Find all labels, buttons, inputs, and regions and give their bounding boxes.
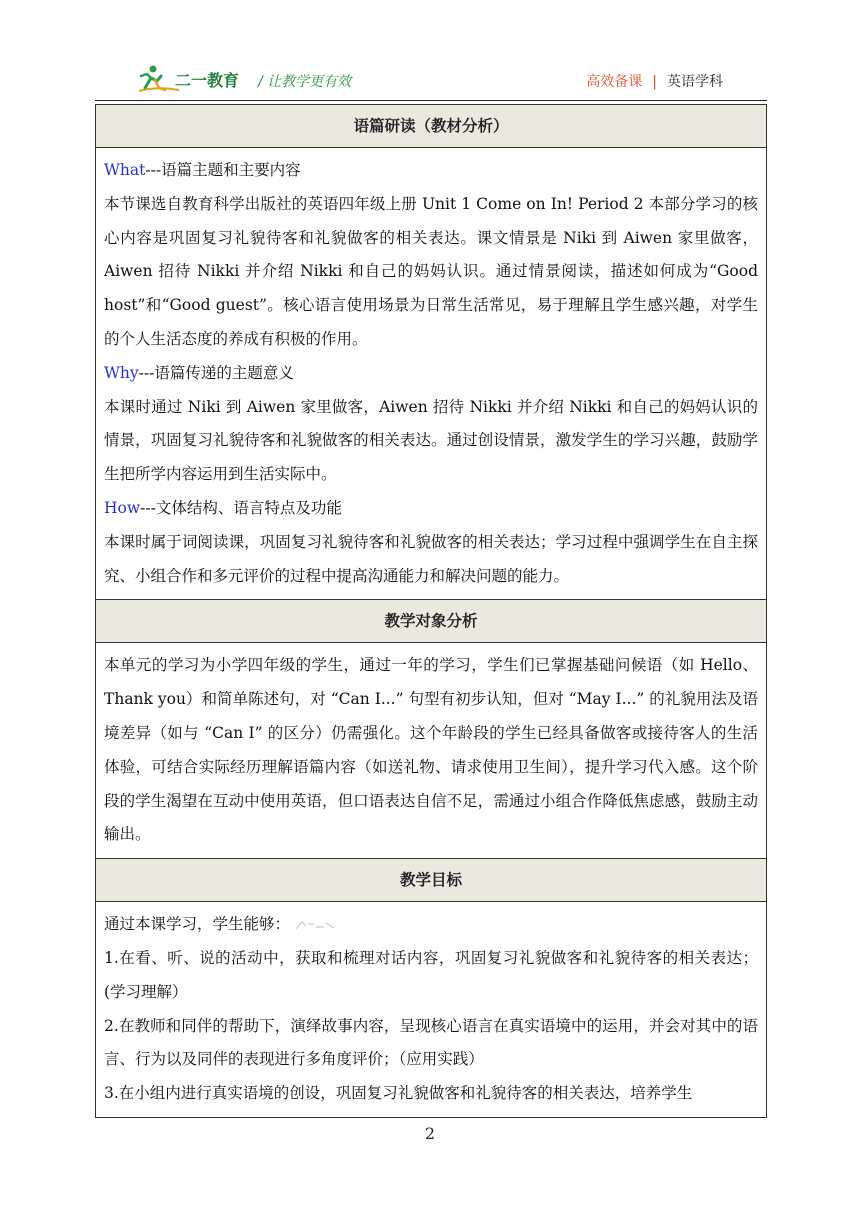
svg-text:二一教育: 二一教育: [175, 71, 240, 90]
section-body-reading: [96, 148, 766, 600]
section-body-students: [96, 643, 766, 859]
page-number: 2: [424, 1124, 436, 1143]
lesson-plan-table: [95, 104, 767, 1118]
students-paragraph: 本单元的学习为小学四年级的学生，通过一年的学习，学生们已掌握基础问候语（如 Hello、Thank you）和简单陈述句，对 “Can I...” 句型有初步认知，但对 “May I...” 的礼貌用法及语境差异（如与 “Can I” 的区分）仍需强化。这个年龄段的学生已经具备做客或接待客人的生活体验，可结合实际经历理解语篇内容（如送礼物、请求使用卫生间），提升学习代入感。这个阶段的学生渴望在互动中使用英语，但口语表达自信不足，需通过小组合作降低焦虑感，鼓励主动输出。: [104, 656, 758, 844]
how-title: ---文体结构、语言特点及功能: [140, 498, 342, 517]
header-rule: [95, 100, 767, 101]
goal-item: 2.在教师和同伴的帮助下，演绎故事内容，呈现核心语言在真实语境中的运用，并会对其中的语言、行为以及同伴的表现进行多角度评价；（应用实践）: [104, 1016, 758, 1069]
what-paragraph: 本节课选自教育科学出版社的英语四年级上册 Unit 1 Come on In! Period 2 本部分学习的核心内容是巩固复习礼貌待客和礼貌做客的相关表达。课文情景是 Niki 到 Aiwen 家里做客，Aiwen 招待 Nikki 并介绍 Nikki 和自己的妈妈认识。通过情景阅读，描述如何成为“Good host”和“Good guest”。核心语言使用场景为日常生活常见，易于理解且学生感兴趣，对学生的个人生活态度的养成有积极的作用。: [104, 194, 758, 348]
slogan: / 让教学更有效: [258, 74, 352, 90]
runner-logo-icon: [139, 64, 249, 94]
page-header: [95, 62, 767, 102]
why-keyword: Why: [104, 363, 139, 382]
why-title: ---语篇传递的主题意义: [138, 363, 294, 382]
section-title-goals: 教学目标: [96, 859, 766, 902]
how-heading: [104, 492, 758, 526]
how-paragraph: 本课时属于词阅读课，巩固复习礼貌待客和礼貌做客的相关表达；学习过程中强调学生在自主探究、小组合作和多元评价的过程中提高沟通能力和解决问题的能力。: [104, 532, 758, 585]
goals-intro: [104, 908, 758, 942]
header-label-subject: 英语学科: [667, 74, 723, 90]
goal-item: 3.在小组内进行真实语境的创设，巩固复习礼貌做客和礼貌待客的相关表达，培养学生: [104, 1084, 693, 1103]
section-title-students: 教学对象分析: [96, 600, 766, 643]
what-heading: [104, 154, 758, 188]
goals-intro-text: 通过本课学习，学生能够：: [104, 915, 291, 934]
header-label-prep: 高效备课: [586, 74, 643, 90]
why-paragraph: 本课时通过 Niki 到 Aiwen 家里做客，Aiwen 招待 Nikki 并介绍 Nikki 和自己的妈妈认识的情景，巩固复习礼貌待客和礼貌做客的相关表达。通过创设情景，激发学生的学习兴趣，鼓励学生把所学内容运用到生活实际中。: [104, 397, 758, 484]
section-title-reading: 语篇研读（教材分析）: [96, 105, 766, 148]
header-separator: |: [652, 74, 657, 90]
watermark-logo-icon: [294, 918, 344, 932]
how-keyword: How: [104, 498, 141, 517]
what-title: ---语篇主题和主要内容: [145, 161, 301, 179]
what-keyword: What: [104, 161, 146, 179]
why-heading: [104, 357, 758, 391]
goal-item: 1.在看、听、说的活动中，获取和梳理对话内容，巩固复习礼貌做客和礼貌待客的相关表达；(学习理解）: [104, 948, 758, 1001]
header-subject: [586, 71, 723, 91]
section-body-goals: [96, 902, 766, 1117]
brand-logo: [139, 64, 249, 94]
